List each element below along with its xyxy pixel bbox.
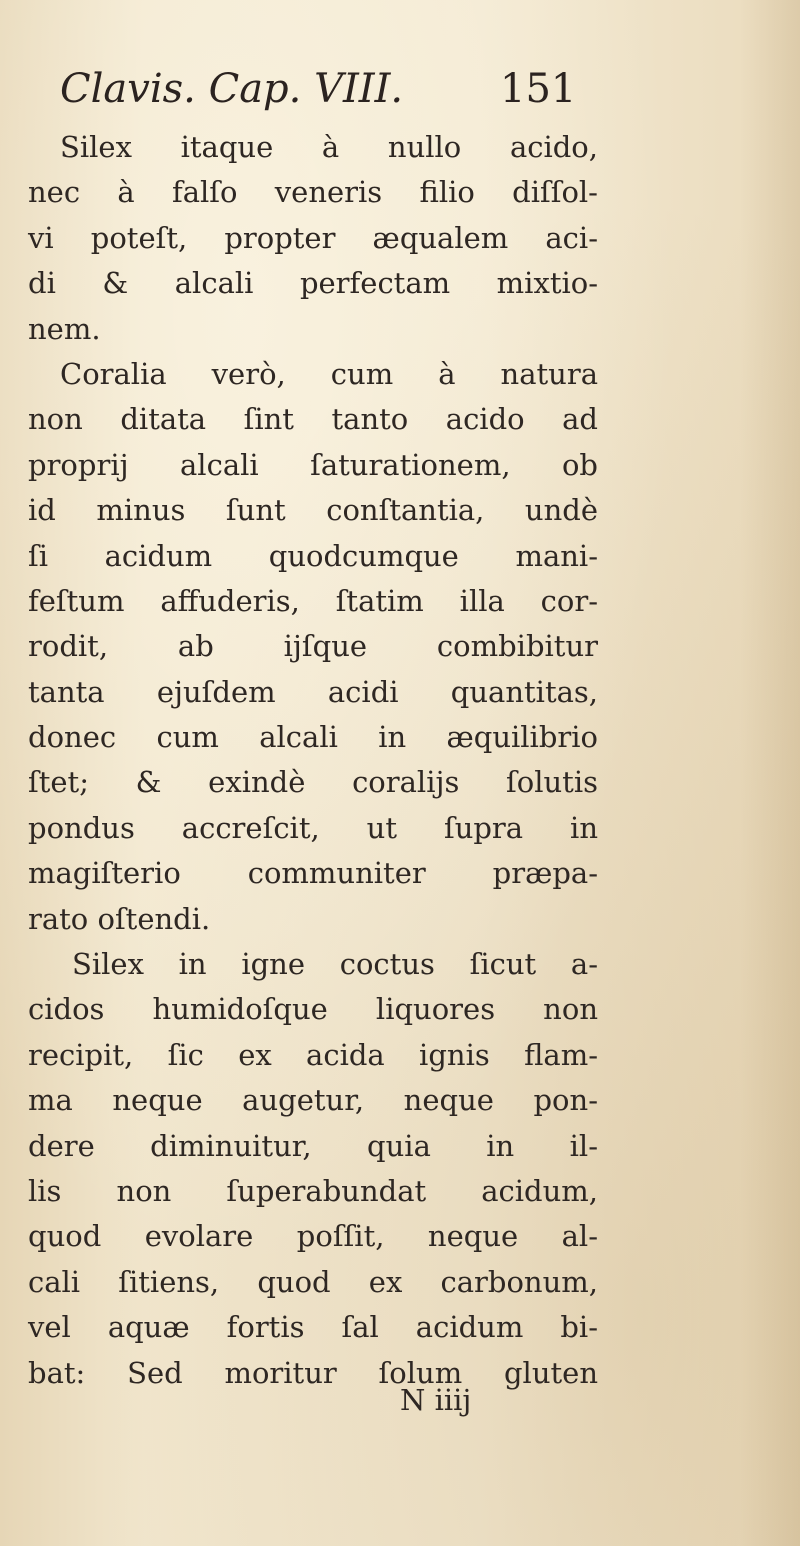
text-line: nem. xyxy=(28,311,101,346)
text-line: lis non ſuperabundat acidum, xyxy=(28,1173,598,1208)
text-line: id minus ſunt conſtantia, undè xyxy=(28,493,598,528)
page-number: 151 xyxy=(500,66,577,112)
text-line: nec à falſo veneris filio diſſol- xyxy=(28,175,598,210)
text-line: cidos humidoſque liquores non xyxy=(28,992,598,1027)
text-line: Silex in igne coctus ſicut a- xyxy=(72,947,598,982)
text-line: pondus accreſcit, ut ſupra in xyxy=(28,810,598,845)
body-text xyxy=(28,125,598,1396)
text-line: tanta ejuſdem acidi quantitas, xyxy=(28,674,598,709)
text-line: magiſterio communiter præpa- xyxy=(28,856,598,891)
text-line: vi poteſt, propter æqualem aci- xyxy=(28,220,598,255)
text-line: rodit, ab ijſque combibitur xyxy=(28,629,598,664)
text-line: recipit, ſic ex acida ignis flam- xyxy=(28,1037,598,1072)
text-line: feſtum affuderis, ſtatim illa cor- xyxy=(28,583,598,618)
text-line: ma neque augetur, neque pon- xyxy=(28,1083,598,1118)
text-line: proprij alcali ſaturationem, ob xyxy=(28,447,598,482)
text-line: cali ſitiens, quod ex carbonum, xyxy=(28,1264,598,1299)
text-line: Silex itaque à nullo acido, xyxy=(60,130,598,164)
text-line: Coralia verò, cum à natura xyxy=(60,356,598,391)
text-line: ſtet; & exindè coralijs ſolutis xyxy=(28,765,598,800)
running-head-title: Clavis. Cap. VIII. xyxy=(60,66,404,112)
text-line: dere diminuitur, quia in il- xyxy=(28,1128,598,1163)
text-line: vel aquæ fortis ſal acidum bi- xyxy=(28,1310,598,1345)
text-line: bat: Sed moritur ſolum gluten xyxy=(28,1355,598,1390)
text-line: rato oſtendi. xyxy=(28,901,211,936)
text-line: donec cum alcali in æquilibrio xyxy=(28,720,598,755)
text-line: quod evolare poſſit, neque al- xyxy=(28,1219,598,1254)
signature-mark: N iiij xyxy=(400,1383,472,1417)
page-edge-shadow xyxy=(740,0,800,1546)
text-line: non ditata ſint tanto acido ad xyxy=(28,402,598,437)
running-head xyxy=(60,66,580,122)
text-line: ſi acidum quodcumque mani- xyxy=(28,538,598,573)
text-line: di & alcali perfectam mixtio- xyxy=(28,266,598,301)
